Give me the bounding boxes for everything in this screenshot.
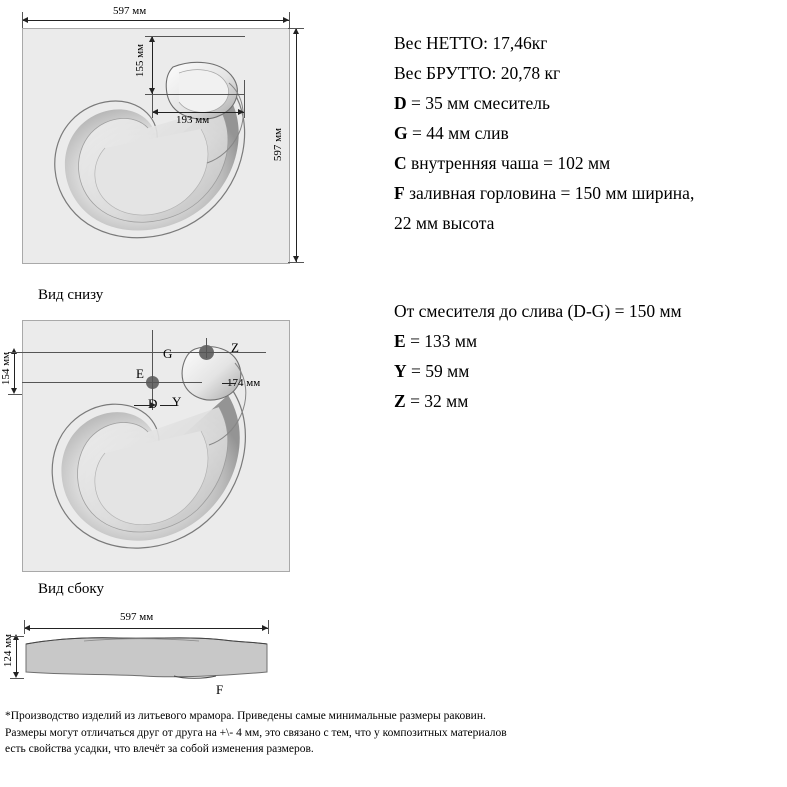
bottom-view-guide-line-top: [22, 352, 266, 353]
label-y: Y: [172, 394, 182, 409]
top-view-height-dimension-line: [296, 28, 297, 262]
spec-key: Y: [394, 361, 407, 381]
top-view-width-tick-right: [289, 12, 290, 28]
specs-group-1: [394, 28, 784, 238]
label-z: Z: [231, 340, 239, 355]
spout-width-dimension-line: [152, 112, 244, 113]
bottom-view-height-dimension-line: [14, 352, 15, 390]
side-view-caption: Вид сбоку: [38, 581, 104, 597]
spout-height-tick-bottom: [145, 94, 245, 95]
spout-height-label: 155 мм: [134, 44, 146, 78]
top-view-width-dimension-line: [22, 20, 289, 21]
side-view-height-label: 124 мм: [2, 634, 14, 668]
spec-text: заливная горловина = 150 мм ширина,: [404, 183, 695, 203]
side-view-height-tick-bottom: [10, 678, 24, 679]
spec-text: 22 мм высота: [394, 213, 495, 233]
spec-key: F: [394, 183, 405, 203]
top-view-height-tick-top: [288, 28, 304, 29]
spec-line: [394, 28, 784, 58]
bottom-view-height-tick-bottom: [8, 394, 22, 395]
side-view-svg: [24, 632, 269, 680]
spec-line: [394, 148, 784, 178]
side-view-width-dimension-line: [24, 628, 268, 629]
spec-line: [394, 178, 784, 208]
bottom-view-height-label: 154 мм: [0, 352, 12, 386]
bottom-view-sink-svg: [23, 321, 289, 571]
spec-text: = 44 мм слив: [407, 123, 509, 143]
bottom-view-guide-line-mid: [22, 382, 202, 383]
label-f: F: [216, 682, 224, 697]
spec-key: G: [394, 123, 408, 143]
specs-group-2: [394, 296, 784, 416]
spec-text: = 32 мм: [405, 391, 469, 411]
spec-line: [394, 326, 784, 356]
side-view-body: [24, 632, 269, 680]
label-e: E: [136, 366, 144, 381]
spout-width-label: 193 мм: [176, 114, 210, 126]
spec-line: [394, 356, 784, 386]
label-y-leader-line: [160, 405, 176, 406]
spec-text: = 133 мм: [405, 331, 478, 351]
label-d-arrow: [150, 402, 156, 408]
spec-text: Вес НЕТТО: 17,46кг: [394, 33, 548, 53]
spec-line: [394, 118, 784, 148]
top-view-height-label: 597 мм: [272, 128, 284, 162]
spec-text: = 59 мм: [406, 361, 470, 381]
spec-key: E: [394, 331, 406, 351]
spec-text: От смесителя до слива (D-G) = 150 мм: [394, 301, 682, 321]
bottom-view-caption: Вид снизу: [38, 287, 104, 303]
top-view-height-tick-bottom: [288, 262, 304, 263]
spec-text: внутренняя чаша = 102 мм: [406, 153, 611, 173]
spec-line: [394, 386, 784, 416]
bottom-view-inner-label: 174 мм: [227, 377, 261, 389]
bottom-view-inner-leader: [222, 383, 236, 384]
spout-height-dimension-line: [152, 36, 153, 94]
spec-line: [394, 88, 784, 118]
spec-line: [394, 296, 784, 326]
label-g: G: [163, 346, 173, 361]
bottom-view-guide-line-vert2: [206, 338, 207, 358]
spec-line: [394, 208, 784, 238]
spout-width-tick-right: [244, 80, 245, 118]
spout-width-tick-left: [152, 94, 153, 118]
top-view-sink-svg: [23, 29, 289, 263]
top-view-width-tick-left: [22, 12, 23, 28]
footnote: *Производство изделий из литьевого мрамора. Приведены самые минимальные размеры раковин. Размеры могут отличаться друг от друга на +\- 4 мм, это связано с тем, что у композитных материалов есть свойства усадки, что влечёт за собой изменения размеров.: [5, 710, 507, 755]
label-d: D: [148, 396, 158, 411]
spec-text: Вес БРУТТО: 20,78 кг: [394, 63, 561, 83]
spec-key: C: [394, 153, 407, 173]
spout-height-tick-top: [145, 36, 245, 37]
spec-key: Z: [394, 391, 406, 411]
top-view-body: [22, 28, 290, 264]
bottom-view-body: [22, 320, 290, 572]
spec-key: D: [394, 93, 407, 113]
spec-text: = 35 мм смеситель: [406, 93, 550, 113]
spec-line: [394, 58, 784, 88]
side-view-height-dimension-line: [16, 636, 17, 676]
side-view-width-label: 597 мм: [120, 611, 154, 623]
top-view-width-label: 597 мм: [113, 5, 147, 17]
